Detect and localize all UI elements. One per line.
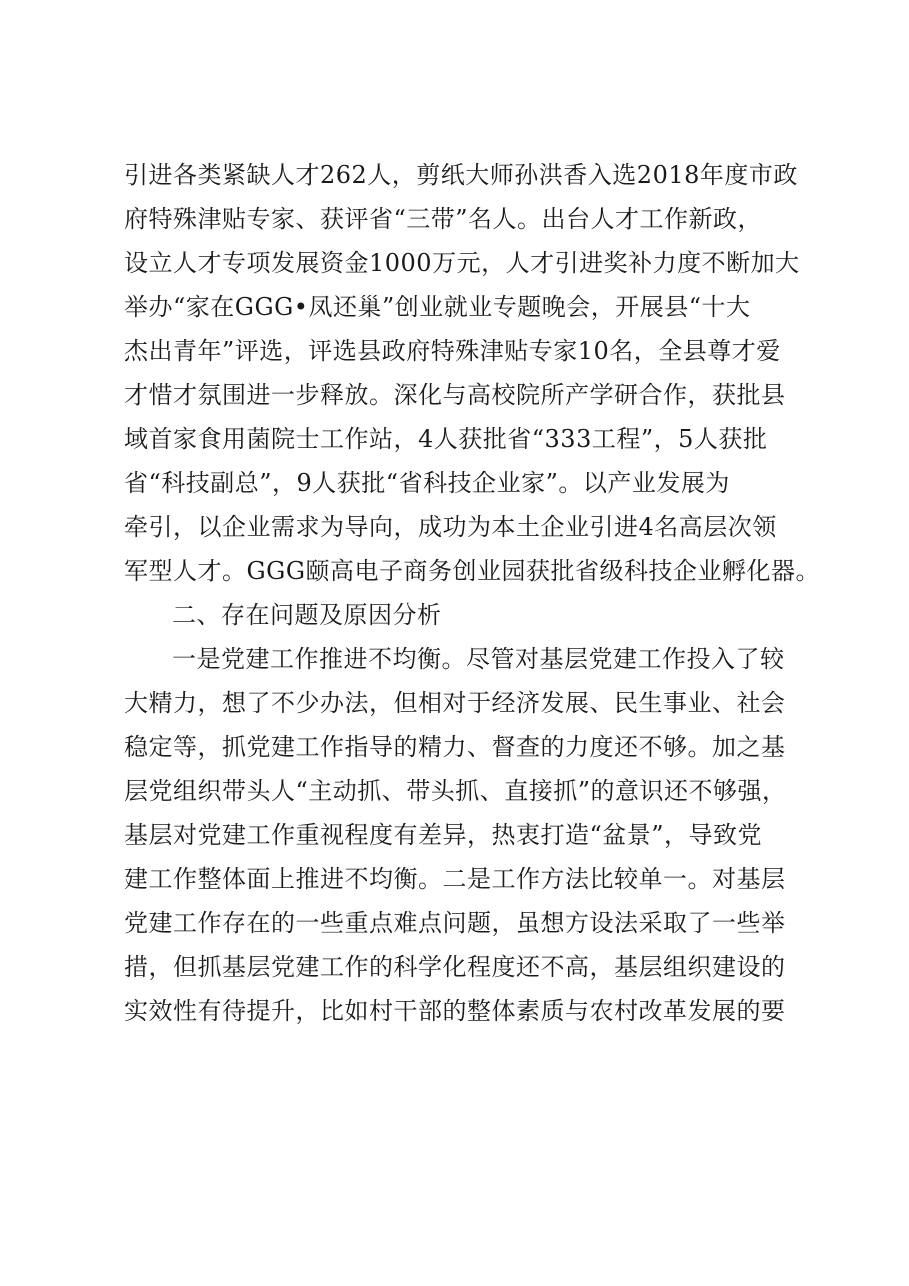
text-line: 设立人才专项发展资金1000万元，人才引进奖补力度不断加大 <box>124 249 800 277</box>
paragraph-first-line: 一是党建工作推进不均衡。尽管对基层党建工作投入了较 <box>172 645 785 673</box>
text-line: 牵引，以企业需求为导向，成功为本土企业引进4名高层次领 <box>124 513 777 541</box>
text-line: 省“科技副总”，9人获批“省科技企业家”。以产业发展为 <box>124 469 730 497</box>
text-line: 实效性有待提升，比如村干部的整体素质与农村改革发展的要 <box>124 997 786 1025</box>
text-line: 大精力，想了不少办法，但相对于经济发展、民生事业、社会 <box>124 689 786 717</box>
text-line: 府特殊津贴专家、获评省“三带”名人。出台人才工作新政， <box>124 205 763 233</box>
text-line: 基层对党建工作重视程度有差异，热衷打造“盆景”，导致党 <box>124 821 763 849</box>
text-line: 建工作整体面上推进不均衡。二是工作方法比较单一。对基层 <box>124 865 786 893</box>
text-line: 党建工作存在的一些重点难点问题，虽想方设法采取了一些举 <box>124 909 786 937</box>
text-line: 举办“家在GGG•凤还巢”创业就业专题晚会，开展县“十大 <box>124 293 751 321</box>
text-line: 才惜才氛围进一步释放。深化与高校院所产学研合作，获批县 <box>124 381 786 409</box>
text-line: 军型人才。GGG颐高电子商务创业园获批省级科技企业孵化器。 <box>124 557 821 585</box>
text-line: 杰出青年”评选，评选县政府特殊津贴专家10名，全县尊才爱 <box>124 337 781 365</box>
text-line: 引进各类紧缺人才262人，剪纸大师孙洪香入选2018年度市政 <box>124 161 798 189</box>
text-line: 域首家食用菌院士工作站，4人获批省“333工程”，5人获批 <box>124 425 768 453</box>
text-line: 层党组织带头人“主动抓、带头抓、直接抓”的意识还不够强， <box>124 777 787 805</box>
text-line: 措，但抓基层党建工作的科学化程度还不高，基层组织建设的 <box>124 953 786 981</box>
text-line: 稳定等，抓党建工作指导的精力、督查的力度还不够。加之基 <box>124 733 786 761</box>
section-heading: 二、存在问题及原因分析 <box>172 601 442 629</box>
